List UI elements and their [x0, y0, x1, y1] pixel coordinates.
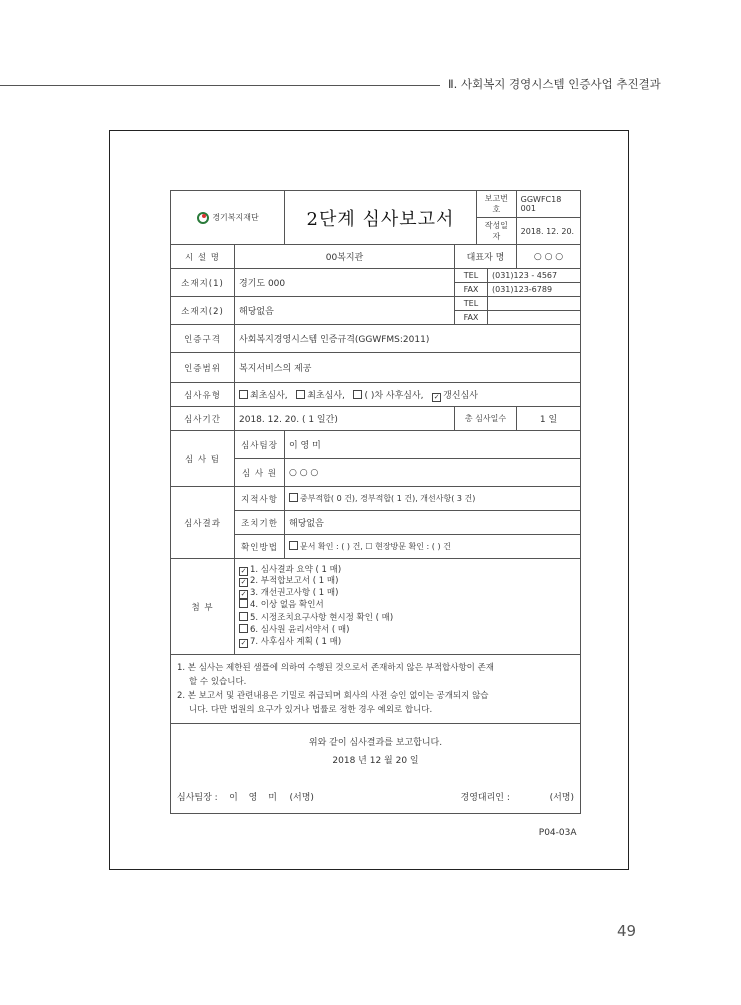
section-header: Ⅱ. 사회복지 경영시스템 인증사업 추진결과 [448, 77, 661, 91]
note-line: 2. 본 보고서 및 관련내용은 기밀로 취급되며 회사의 사전 승인 없이는 공개되지 않습 [177, 691, 489, 701]
lead-auditor-value: 이 영 미 [285, 431, 581, 459]
contact2 [455, 297, 581, 325]
statement-block [171, 724, 581, 781]
checkbox-icon [239, 612, 248, 621]
lead-auditor-label: 심사팀장 [235, 431, 285, 459]
address2-value: 해당없음 [235, 297, 455, 325]
fax2-label: FAX [455, 311, 488, 325]
period-value: 2018. 12. 20. ( 1 일간) [235, 407, 455, 431]
checkbox-icon [289, 541, 298, 550]
fax-value: (031)123-6789 [492, 285, 553, 294]
checkbox-icon [239, 624, 248, 633]
audit-type-label: 심사유형 [171, 383, 235, 407]
findings-value: 중부적합( 0 건), 경부적합( 1 건), 개선사항( 3 건) [285, 487, 581, 511]
standard-value: 사회복지경영시스템 인증규격(GGWFMS:2011) [235, 325, 581, 353]
attachment-item: ✓ 3. 개선권고사항 ( 1 매) [240, 587, 339, 598]
attachment-item: ✓ 7. 사후심사 계획 ( 1 매) [240, 636, 342, 647]
doc-no-value: GGWFC18 001 [516, 191, 580, 218]
date-value: 2018. 12. 20. [520, 226, 575, 236]
attach-label: 첨 부 [171, 559, 235, 655]
checked-checkbox-icon: ✓ [240, 566, 247, 575]
form-code: P04-03A [538, 828, 577, 838]
scope-label: 인증범위 [171, 353, 235, 383]
checkbox-icon [296, 390, 305, 399]
checkbox-icon [289, 493, 298, 502]
note-line: 할 수 있습니다. [189, 677, 247, 687]
statement-date: 2018 년 12 월 20 일 [332, 756, 419, 766]
note-line: 1. 본 심사는 제한된 샘플에 의하여 수행된 것으로서 존재하지 않은 부적합사항이 존재 [177, 663, 495, 673]
standard-label: 인증구격 [171, 325, 235, 353]
date-label: 작성일자 [477, 218, 516, 245]
audit-report-form [170, 190, 581, 840]
findings-label: 지적사항 [235, 487, 285, 511]
form-title: 2단계 심사보고서 [285, 191, 477, 245]
rep-label: 대표자 명 [455, 245, 517, 269]
facility-value: 00복지관 [235, 245, 455, 269]
auditor-value: ○ ○ ○ [285, 459, 581, 487]
manager-signature: 경영대리인 : (서명) [455, 780, 581, 814]
checkbox-icon [239, 390, 248, 399]
audit-type-option[interactable]: ✓ 갱신심사 [433, 390, 478, 401]
note-line: 니다. 다만 법원의 요구가 있거나 법률로 정한 경우 예외로 합니다. [189, 705, 433, 715]
checked-checkbox-icon: ✓ [240, 638, 247, 647]
audit-type-option[interactable]: ( )차 사후심사, [353, 391, 423, 401]
total-days-value: 1 일 [517, 407, 581, 431]
results-label: 심사결과 [171, 487, 235, 559]
confirm-label: 확인방법 [235, 535, 285, 559]
attachment-item: 5. 시정조치요구사항 현시정 확인 ( 매) [239, 612, 576, 625]
audit-type-options [235, 383, 581, 407]
lead-signature: 심사팀장 : 이 영 미 (서명) [171, 780, 455, 814]
checked-checkbox-icon: ✓ [433, 392, 440, 401]
statement: 위와 같이 심사결과를 보고합니다. [308, 738, 443, 748]
checkbox-icon [239, 599, 248, 608]
fax-label: FAX [455, 283, 488, 297]
doc-meta [477, 191, 581, 245]
audit-type-option[interactable]: 최초심사, [296, 391, 345, 401]
tel2-label: TEL [455, 297, 488, 311]
auditors-label: 심 사 팀 [171, 431, 235, 487]
deadline-label: 조치기한 [235, 511, 285, 535]
attachment-item: 6. 심사원 윤리서약서 ( 매) [239, 624, 576, 637]
header-rule [0, 85, 440, 86]
attachment-item: ✓ 2. 부적합보고서 ( 1 매) [240, 576, 339, 587]
tel-label: TEL [455, 269, 488, 283]
scope-value: 복지서비스의 제공 [235, 353, 581, 383]
tel-value: (031)123 - 4567 [488, 269, 581, 283]
period-label: 심사기간 [171, 407, 235, 431]
deadline-value: 해당없음 [285, 511, 581, 535]
address1-label: 소재지(1) [171, 269, 235, 297]
auditor-label: 심 사 원 [235, 459, 285, 487]
page-number: 49 [617, 922, 637, 940]
attachment-item: 4. 이상 없음 확인서 [239, 599, 576, 612]
checked-checkbox-icon: ✓ [240, 578, 247, 587]
rep-value: ○ ○ ○ [517, 245, 581, 269]
checked-checkbox-icon: ✓ [240, 589, 247, 598]
contact1 [455, 269, 581, 297]
logo: 경기복지재단 [171, 191, 285, 245]
checkbox-icon [353, 390, 362, 399]
attachments-list [235, 559, 581, 655]
attachment-item: ✓ 1. 심사결과 요약 ( 1 매) [240, 564, 342, 575]
notes [171, 655, 581, 724]
confirm-value: 문서 확인 : ( ) 건, ☐ 현장방문 확인 : ( ) 건 [285, 535, 581, 559]
total-days-label: 총 심사일수 [455, 407, 517, 431]
logo-icon [196, 211, 210, 225]
audit-type-option[interactable]: 최초심사, [239, 391, 288, 401]
address2-label: 소재지(2) [171, 297, 235, 325]
facility-label: 시 설 명 [171, 245, 235, 269]
address1-value: 경기도 000 [235, 269, 455, 297]
doc-no-label: 보고번호 [477, 191, 516, 218]
